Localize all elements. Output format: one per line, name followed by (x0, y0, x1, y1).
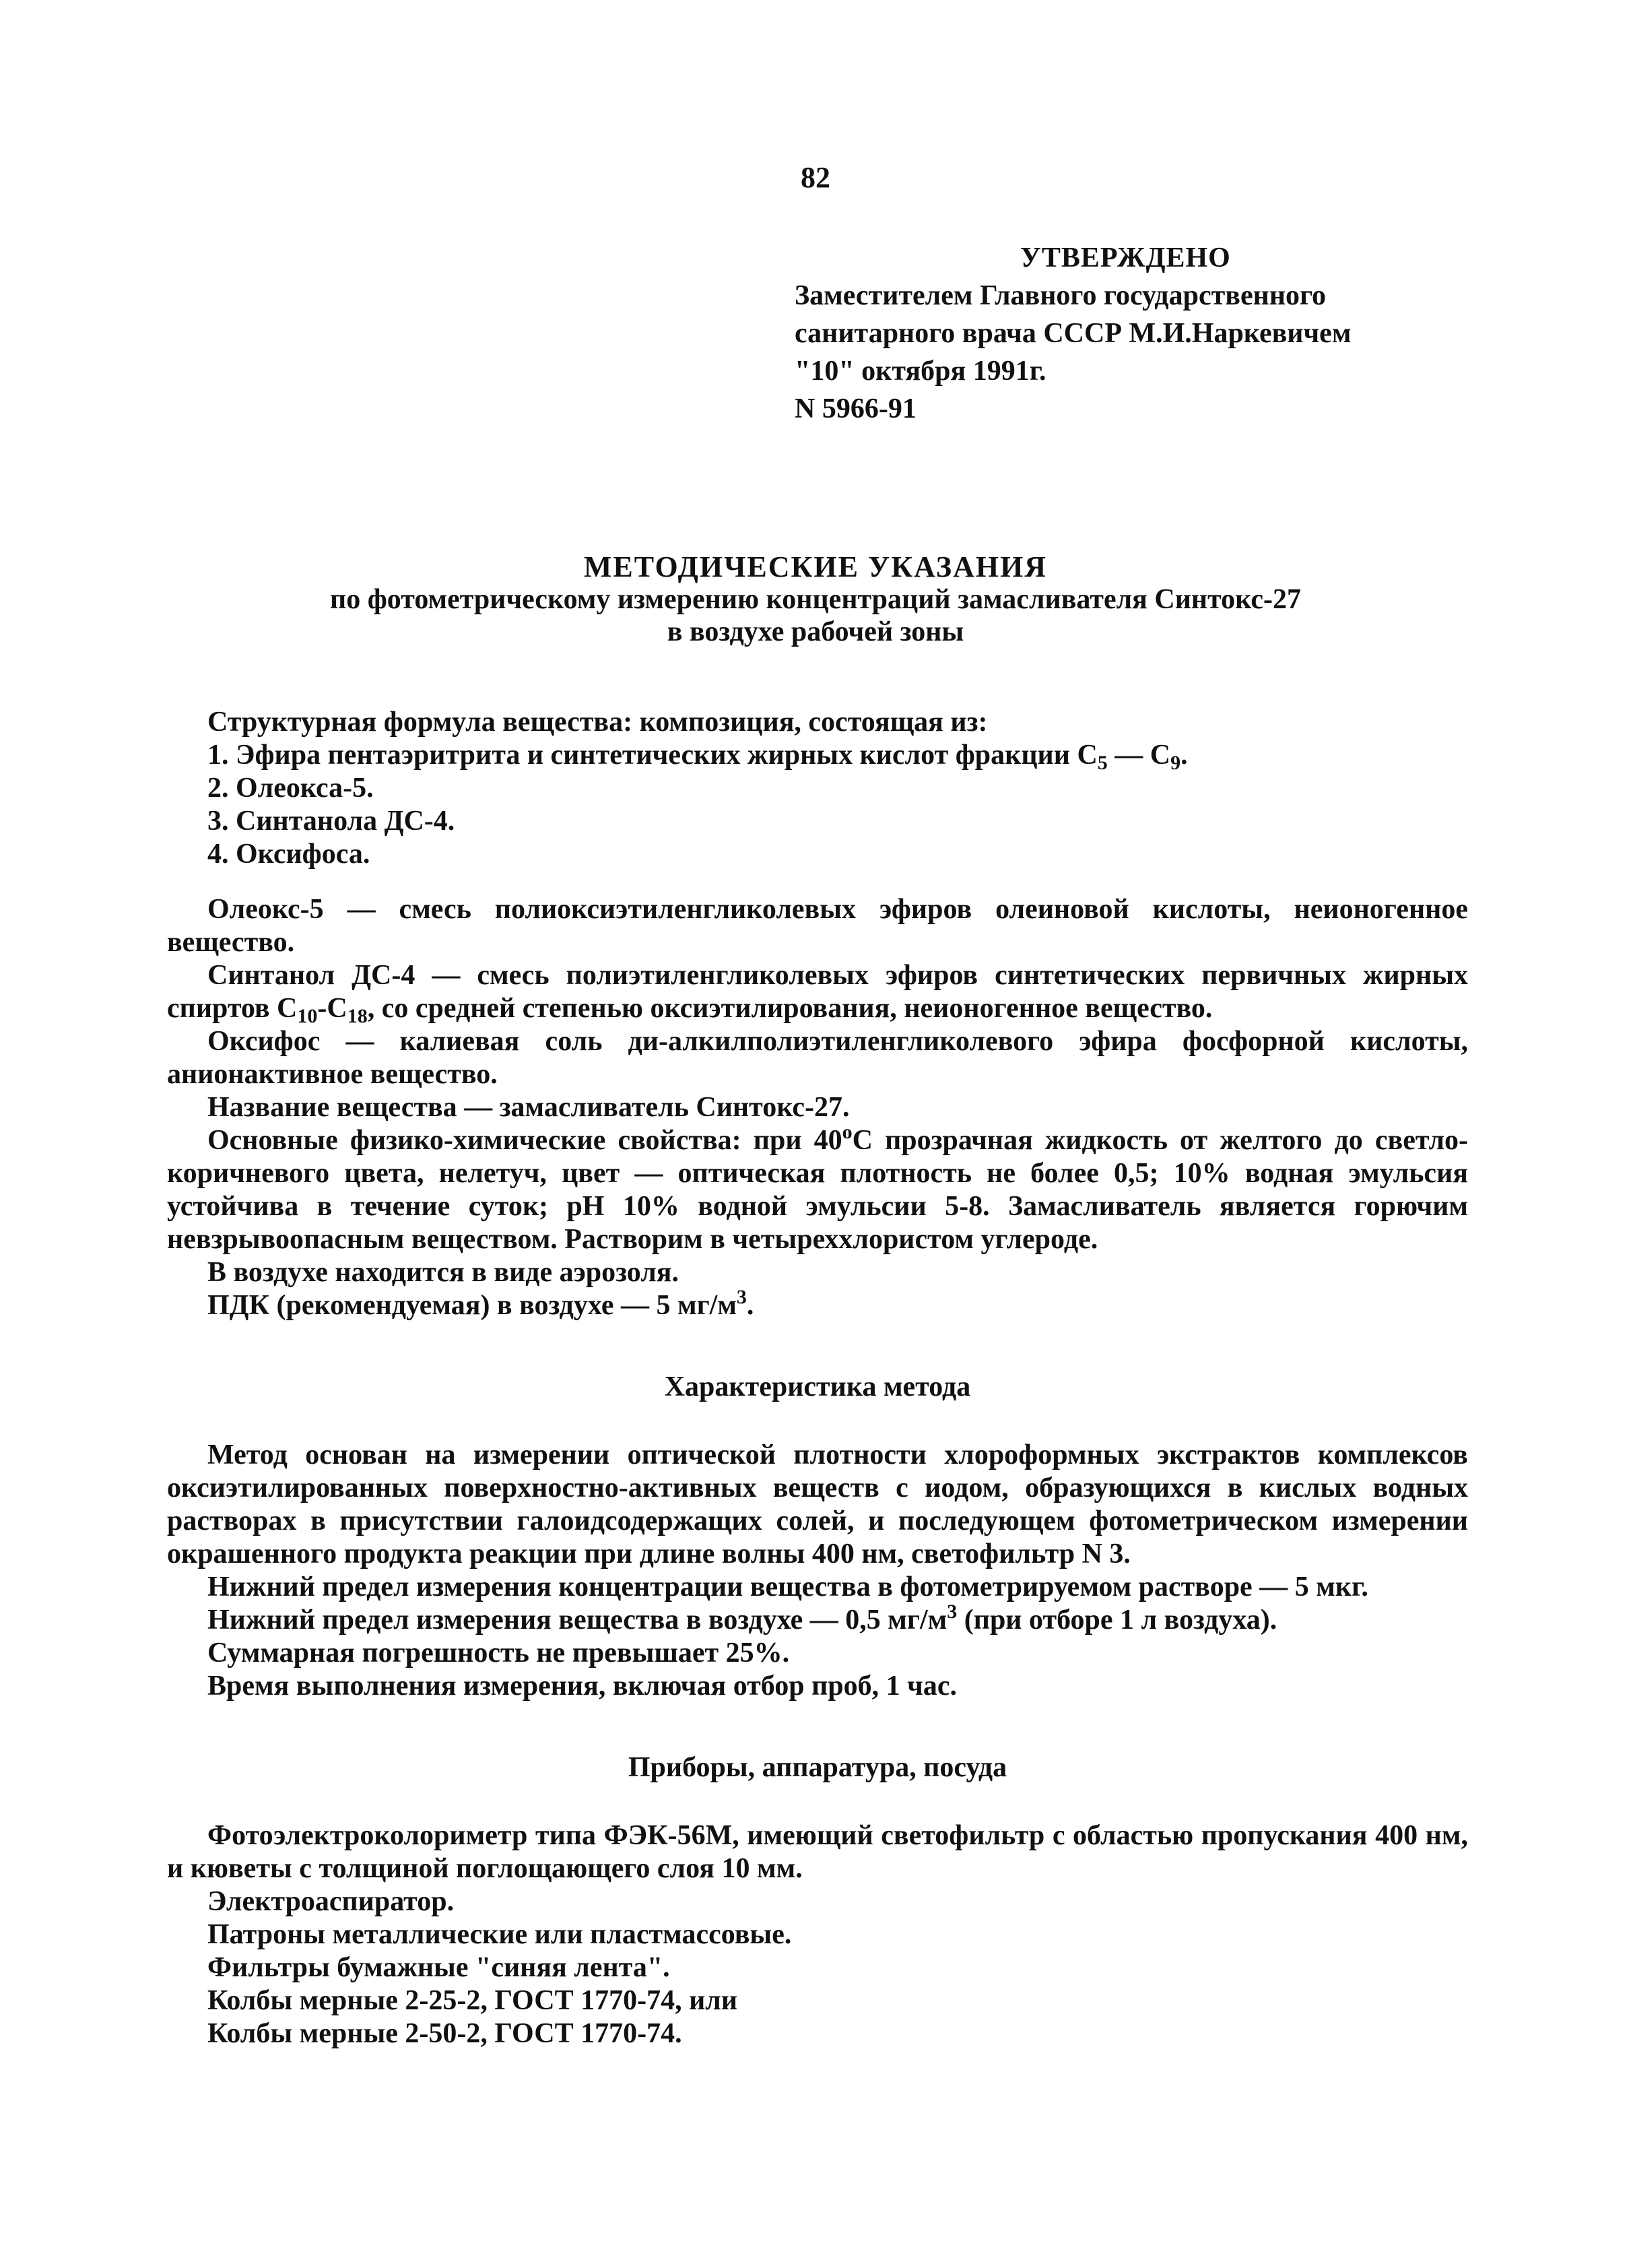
approval-block (795, 239, 1589, 428)
paragraph-oxyphos: Оксифос — калиевая соль ди-алкилполиэтиленгликолевого эфира фосфорной кислоты, анионактивное вещество. (167, 1026, 1468, 1090)
formula-item: 2. Олеокса-5. (207, 773, 374, 804)
document-title (0, 551, 1631, 648)
paragraph-pdk: ПДК (рекомендуемая) в воздухе — 5 $мг/м^3$. (207, 1286, 754, 1321)
paragraph-equipment: Патроны металлические или пластмассовые. (207, 1919, 792, 1950)
formula-item: 4. Оксифоса. (207, 839, 370, 870)
section-heading-equipment: Приборы, аппаратура, посуда (628, 1752, 1007, 1783)
formula-item: 3. Синтанола ДС-4. (207, 806, 455, 837)
document-title-sub: по фотометрическому измерению концентраций замасливателя Синтокс-27 (330, 584, 1301, 615)
approval-line: Заместителем Главного государственного (795, 280, 1327, 311)
paragraph-method: Время выполнения измерения, включая отбор проб, 1 час. (207, 1671, 957, 1702)
paragraph-aerosol: В воздухе находится в виде аэрозоля. (207, 1257, 679, 1288)
approval-line: "10" октября 1991г. (795, 356, 1046, 387)
formula-intro: Структурная формула вещества: композиция, состоящая из: (207, 707, 988, 738)
paragraph-method: Суммарная погрешность не превышает 25%. (207, 1638, 790, 1668)
paragraph-properties: Основные физико-химические свойства: при $40^оС$ прозрачная жидкость от желтого до светло-коричневого цвета, нелетуч, цвет — оптическая плотность не более 0,5; 10% водная эмульсия устойчива в течение суток; рН 10% водной эмульсии 5-8. Замасливатель является горючим невзрывоопасным веществом. Растворим в четыреххлористом углероде. (167, 1121, 1468, 1255)
document-title-main: МЕТОДИЧЕСКИЕ УКАЗАНИЯ (583, 550, 1048, 583)
paragraph-method: Нижний предел измерения концентрации вещества в фотометрируемом растворе — 5 мкг. (207, 1572, 1368, 1602)
paragraph-equipment: Колбы мерные 2-25-2, ГОСТ 1770-74, или (207, 1985, 738, 2016)
page-number: 82 (801, 161, 830, 194)
paragraph-equipment: Фильтры бумажные "синяя лента". (207, 1952, 670, 1983)
formula-item: 1. Эфира пентаэритрита и синтетических жирных кислот фракции $С_5$ — $С_9$. (207, 740, 1188, 774)
document-title-sub: в воздухе рабочей зоны (667, 616, 964, 647)
paragraph-sintanol: Синтанол ДС-4 — смесь полиэтиленгликолевых эфиров синтетических первичных жирных спиртов $С_{10}-С_{18}$, со средней степенью оксиэтилирования, неионогенное вещество. (167, 960, 1468, 1027)
approval-title: УТВЕРЖДЕНО (1020, 242, 1231, 273)
document-body (167, 706, 1468, 2050)
paragraph-method: Метод основан на измерении оптической плотности хлороформных экстрактов комплексов оксиэтилированных поверхностно-активных веществ с иодом, образующихся в кислых водных растворах в присутствии галоидсодержащих солей, и последующем фотометрическом измерении окрашенного продукта реакции при длине волны 400 нм, светофильтр N 3. (167, 1439, 1468, 1569)
paragraph-equipment: Колбы мерные 2-50-2, ГОСТ 1770-74. (207, 2018, 682, 2049)
paragraph-method: Нижний предел измерения вещества в воздухе — 0,5 $мг/м^3$ (при отборе 1 л воздуха). (207, 1600, 1277, 1635)
section-heading-method: Характеристика метода (664, 1371, 971, 1402)
approval-line: N 5966-91 (795, 393, 917, 424)
paragraph-substance-name: Название вещества — замасливатель Синтокс-27. (207, 1092, 850, 1123)
paragraph-equipment: Электроаспиратор. (207, 1886, 455, 1917)
paragraph-equipment: Фотоэлектроколориметр типа ФЭК-56М, имеющий светофильтр с областью пропускания 400 нм, и кюветы с толщиной поглощающего слоя 10 мм. (167, 1820, 1468, 1884)
paragraph-oleox: Олеокс-5 — смесь полиоксиэтиленгликолевых эфиров олеиновой кислоты, неионогенное вещество. (167, 894, 1468, 958)
approval-line: санитарного врача СССР М.И.Наркевичем (795, 318, 1352, 349)
